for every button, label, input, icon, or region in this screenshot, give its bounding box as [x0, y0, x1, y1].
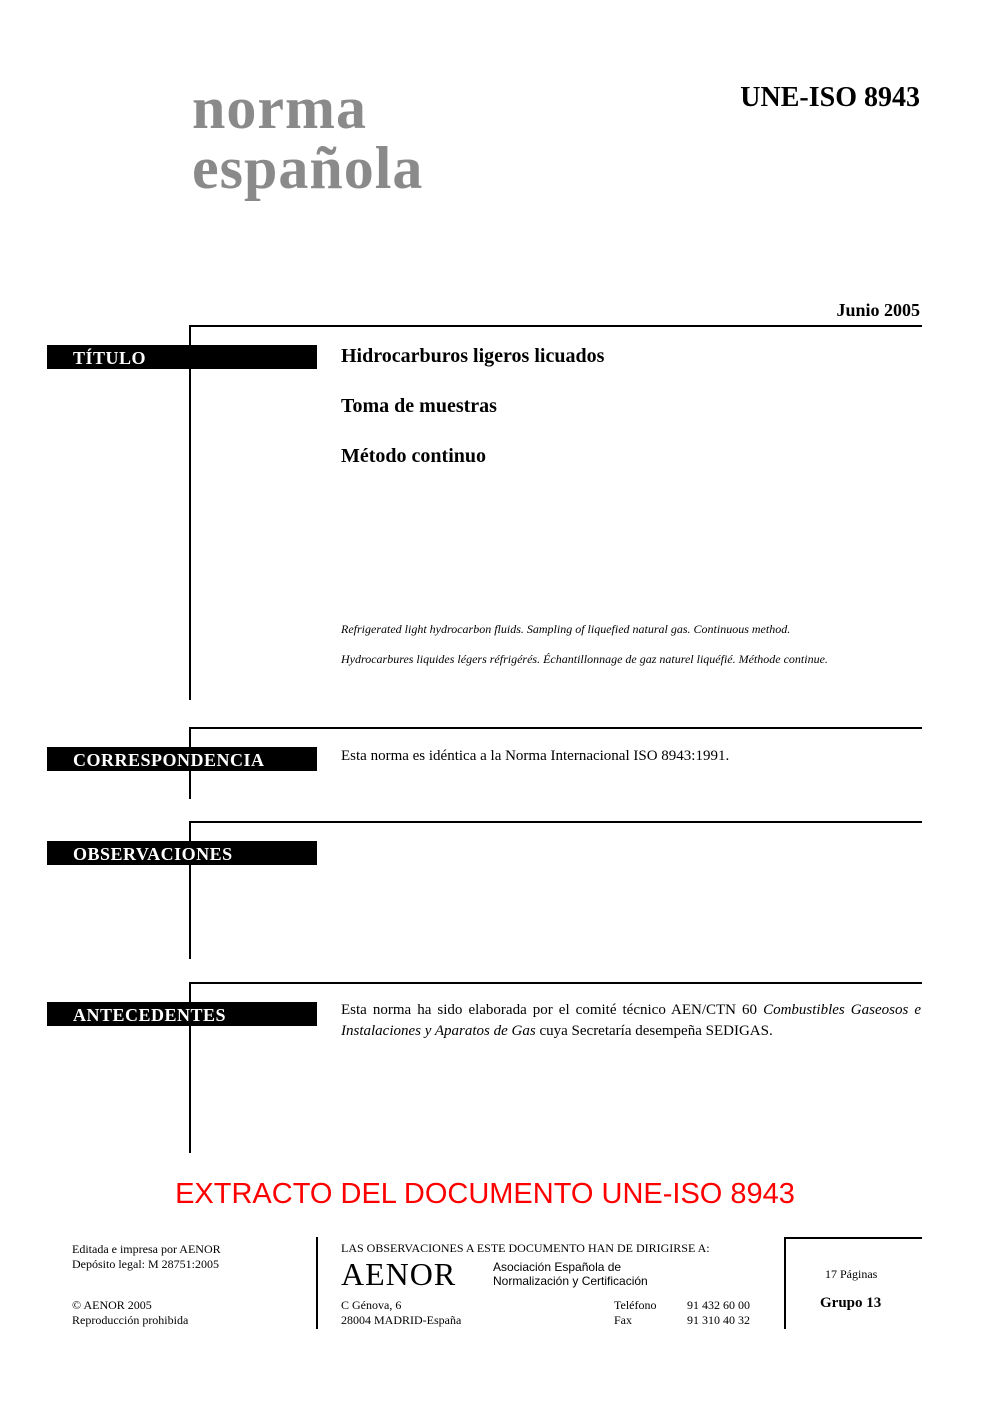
phone-number: 91 432 60 00	[687, 1298, 750, 1312]
extract-notice: EXTRACTO DEL DOCUMENTO UNE-ISO 8943	[175, 1178, 795, 1210]
footer-copyright	[72, 1298, 188, 1328]
aenor-name-line-2: Normalización y Certificación	[493, 1274, 648, 1288]
aenor-logo: AENOR	[341, 1256, 457, 1292]
aenor-name-line-1: Asociación Española de	[493, 1260, 622, 1274]
label-antecedentes: ANTECEDENTES	[47, 1002, 317, 1026]
observations-notice: LAS OBSERVACIONES A ESTE DOCUMENTO HAN DE DIRIGIRSE A:	[341, 1241, 710, 1255]
title-english: Refrigerated light hydrocarbon fluids. Sampling of liquefied natural gas. Continuous method.	[341, 622, 791, 636]
pages-group-box	[784, 1237, 922, 1329]
brand-title	[192, 75, 424, 201]
section-divider	[190, 325, 922, 327]
label-observaciones: OBSERVACIONES	[47, 841, 317, 865]
label-titulo: TÍTULO	[47, 345, 317, 369]
title-line-1: Hidrocarburos ligeros licuados	[341, 345, 605, 367]
section-divider	[190, 727, 922, 729]
antecedentes-text-pre: Esta norma ha sido elaborada por el comité técnico AEN/CTN 60	[341, 1002, 764, 1018]
title-line-3: Método continuo	[341, 445, 486, 467]
correspondencia-text: Esta norma es idéntica a la Norma Internacional ISO 8943:1991.	[341, 748, 730, 764]
aenor-address	[341, 1298, 461, 1328]
section-divider	[190, 982, 922, 984]
address-line-1: C Génova, 6	[341, 1298, 402, 1312]
brand-line-2: española	[192, 135, 424, 201]
contact-labels	[614, 1298, 656, 1328]
title-french: Hydrocarbures liquides légers réfrigérés. Échantillonnage de gaz naturel liquéfié. Méthode continue.	[341, 652, 828, 666]
label-correspondencia: CORRESPONDENCIA	[47, 747, 317, 771]
contact-values	[687, 1298, 750, 1328]
reproduction-notice: Reproducción prohibida	[72, 1313, 189, 1327]
aenor-full-name	[493, 1260, 648, 1288]
title-line-2: Toma de muestras	[341, 395, 497, 417]
address-line-2: 28004 MADRID-España	[341, 1313, 462, 1327]
antecedentes-text-post: cuya Secretaría desempeña SEDIGAS.	[535, 1023, 773, 1039]
phone-label: Teléfono	[614, 1298, 657, 1312]
section-divider	[190, 821, 922, 823]
publication-date: Junio 2005	[836, 300, 920, 320]
edited-by: Editada e impresa por AENOR	[72, 1242, 221, 1256]
brand-line-1: norma	[192, 75, 367, 141]
section-vertical-rule	[189, 325, 191, 700]
page-count: 17 Páginas	[825, 1267, 878, 1281]
footer-vertical-rule	[316, 1237, 318, 1329]
standard-code: UNE-ISO 8943	[740, 82, 920, 113]
fax-number: 91 310 40 32	[687, 1313, 750, 1327]
legal-deposit: Depósito legal: M 28751:2005	[72, 1257, 219, 1271]
antecedentes-text	[341, 1000, 921, 1042]
fax-label: Fax	[614, 1313, 632, 1327]
copyright: © AENOR 2005	[72, 1298, 152, 1312]
price-group: Grupo 13	[820, 1295, 882, 1311]
footer-publisher	[72, 1242, 221, 1272]
committee-name: Combustibles Gaseosos e Instalaciones y Aparatos de Gas	[341, 1002, 921, 1039]
